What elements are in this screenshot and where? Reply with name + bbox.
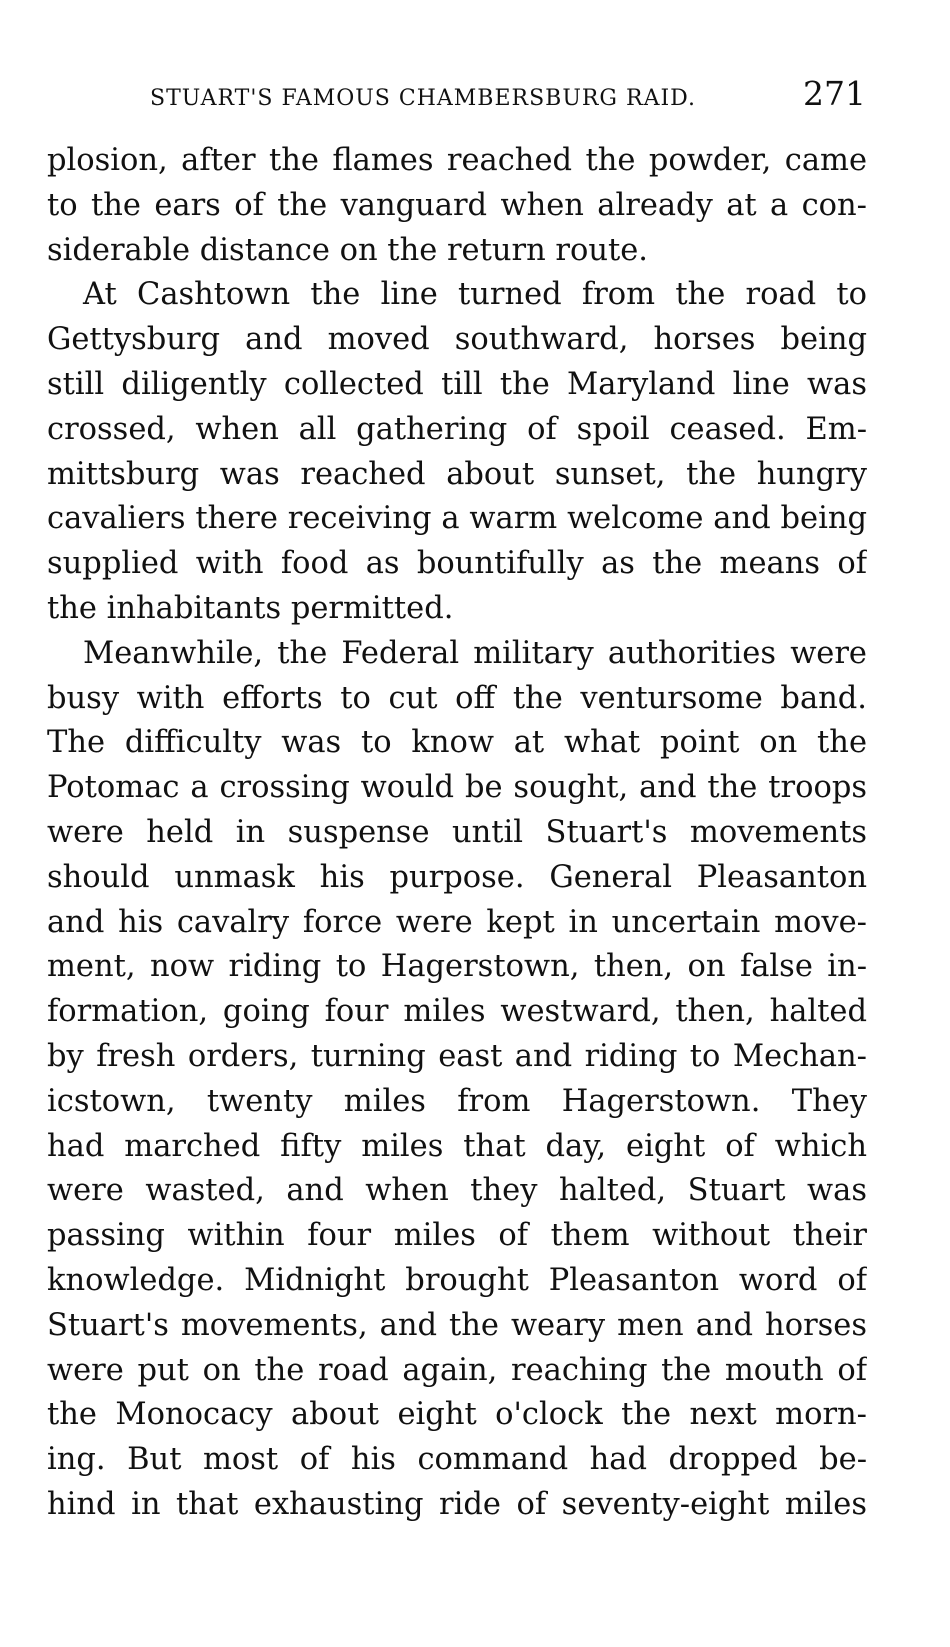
text-line: hind in that exhausting ride of seventy-eight miles [47,1486,867,1522]
text-line: icstown, twenty miles from Hagerstown. They [47,1083,867,1119]
text-line: cavaliers there receiving a warm welcome and being [47,501,867,537]
paragraph [47,632,867,1528]
body-text [47,139,867,1528]
text-line: crossed, when all gathering of spoil ceased. Em- [47,411,867,447]
text-line: Stuart's movements, and the weary men and horses [47,1307,867,1343]
text-line: siderable distance on the return route. [47,232,648,268]
text-line: to the ears of the vanguard when already at a con- [47,187,867,223]
page-number: 271 [803,74,866,113]
text-line: Gettysburg and moved southward, horses being [47,322,867,358]
text-line: and his cavalry force were kept in uncertain move- [47,904,867,940]
text-line: by fresh orders, turning east and riding to Mechan- [47,1038,867,1074]
text-line: ment, now riding to Hagerstown, then, on false in- [47,949,867,985]
text-line: the inhabitants permitted. [47,590,454,626]
text-line: supplied with food as bountifully as the means of [47,546,867,582]
paragraph [47,139,867,273]
text-line: The difficulty was to know at what point on the [47,725,867,761]
text-line: still diligently collected till the Maryland line was [47,366,867,402]
text-line: the Monocacy about eight o'clock the next morn- [47,1397,867,1433]
text-line: had marched fifty miles that day, eight of which [47,1128,867,1164]
text-line: should unmask his purpose. General Pleasanton [47,859,867,895]
text-line: mittsburg was reached about sunset, the hungry [47,456,867,492]
text-line: were wasted, and when they halted, Stuart was [47,1173,867,1209]
running-title: STUART'S FAMOUS CHAMBERSBURG RAID. [150,86,696,111]
text-line: Meanwhile, the Federal military authorities were [83,635,867,671]
text-line: busy with efforts to cut off the ventursome band. [47,680,867,716]
text-line: formation, going four miles westward, then, halted [47,994,867,1030]
text-line: passing within four miles of them without their [47,1218,867,1254]
text-line: were put on the road again, reaching the mouth of [47,1352,867,1388]
text-line: ing. But most of his command had dropped be- [47,1442,867,1478]
paragraph [47,273,867,631]
text-line: Potomac a crossing would be sought, and the troops [47,770,867,806]
text-line: plosion, after the flames reached the powder, came [47,143,867,178]
text-line: knowledge. Midnight brought Pleasanton word of [47,1262,867,1298]
text-line: were held in suspense until Stuart's movements [47,814,867,850]
running-head [150,72,866,122]
text-line: At Cashtown the line turned from the road to [83,277,867,313]
